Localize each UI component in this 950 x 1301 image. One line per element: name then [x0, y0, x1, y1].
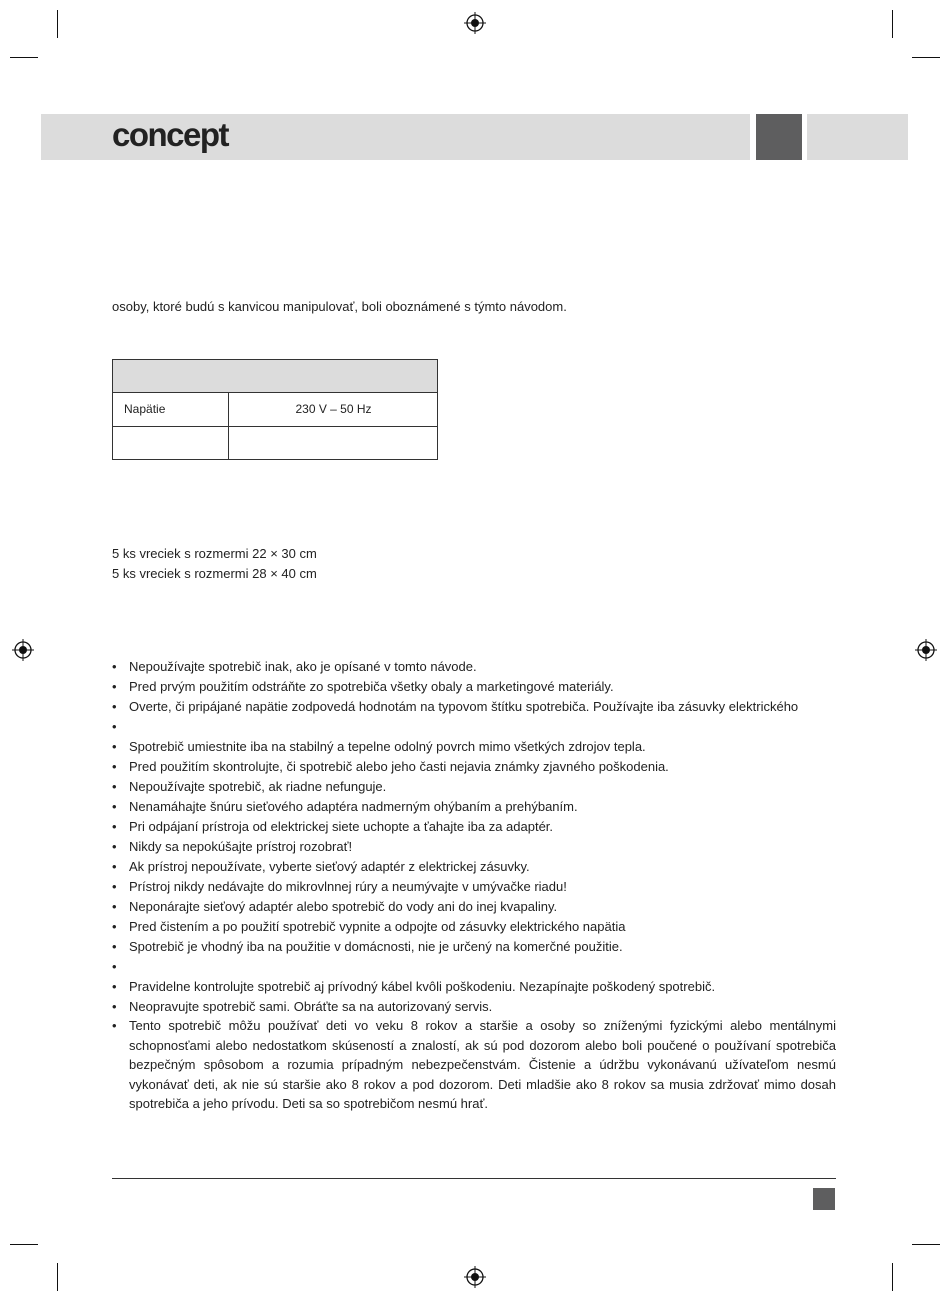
crop-mark	[892, 10, 893, 38]
crop-mark	[912, 57, 940, 58]
bullet-marker: •	[112, 959, 117, 974]
registration-mark-icon	[12, 639, 34, 661]
crop-mark	[10, 1244, 38, 1245]
bullet-marker: •	[112, 779, 117, 794]
header-dark-block	[756, 114, 802, 160]
list-item-text: Pri odpájaní prístroja od elektrickej siete uchopte a ťahajte iba za adaptér.	[129, 819, 554, 834]
package-item: 5 ks vreciek s rozmermi 22 × 30 cm	[112, 546, 317, 561]
bullet-marker: •	[112, 839, 117, 854]
bullet-marker: •	[112, 939, 117, 954]
bullet-marker: •	[112, 979, 117, 994]
crop-mark	[892, 1263, 893, 1291]
list-item-text: Nenamáhajte šnúru sieťového adaptéra nadmerným ohýbaním a prehýbaním.	[129, 799, 578, 814]
bullet-marker: •	[112, 819, 117, 834]
list-item-text: Spotrebič je vhodný iba na použitie v domácnosti, nie je určený na komerčné použitie.	[129, 939, 623, 954]
spec-table-header	[113, 360, 437, 393]
registration-mark-icon	[915, 639, 937, 661]
bullet-marker: •	[112, 739, 117, 754]
list-item-text: Neopravujte spotrebič sami. Obráťte sa na autorizovaný servis.	[129, 999, 493, 1014]
bullet-marker: •	[112, 879, 117, 894]
intro-text: osoby, ktoré budú s kanvicou manipulovať, boli oboznámené s týmto návodom.	[112, 299, 567, 314]
header-band-right	[807, 114, 908, 160]
spec-label: Napätie	[124, 402, 166, 416]
list-item-text: Prístroj nikdy nedávajte do mikrovlnnej rúry a neumývajte v umývačke riadu!	[129, 879, 567, 894]
bullet-marker: •	[112, 999, 117, 1014]
bullet-marker: •	[112, 699, 117, 714]
crop-mark	[10, 57, 38, 58]
registration-mark-icon	[464, 1266, 486, 1288]
brand-logo: concept	[112, 116, 229, 153]
list-item-text: Pred čistením a po použití spotrebič vypnite a odpojte od zásuvky elektrického napätia	[129, 919, 626, 934]
list-item-text: Nepoužívajte spotrebič, ak riadne nefunguje.	[129, 779, 387, 794]
bullet-marker: •	[112, 659, 117, 674]
bullet-marker: •	[112, 859, 117, 874]
spec-table	[112, 359, 438, 460]
bullet-marker: •	[112, 899, 117, 914]
list-item-text: Pravidelne kontrolujte spotrebič aj prívodný kábel kvôli poškodeniu. Nezapínajte poškodený spotrebič.	[129, 979, 716, 994]
registration-mark-icon	[464, 12, 486, 34]
list-item-text: Spotrebič umiestnite iba na stabilný a tepelne odolný povrch mimo všetkých zdrojov tepla.	[129, 739, 646, 754]
list-item-text: Nepoužívajte spotrebič inak, ako je opísané v tomto návode.	[129, 659, 477, 674]
footer-rule	[112, 1178, 836, 1179]
crop-mark	[57, 1263, 58, 1291]
bullet-marker: •	[112, 759, 117, 774]
list-item-text: Pred použitím skontrolujte, či spotrebič alebo jeho časti nejavia známky zjavného poškodenia.	[129, 759, 669, 774]
spec-value: 230 V – 50 Hz	[295, 402, 372, 416]
crop-mark	[57, 10, 58, 38]
list-item-paragraph: Tento spotrebič môžu používať deti vo veku 8 rokov a staršie a osoby so zníženými fyzickými alebo mentálnymi schopnosťami alebo nedostatkom skúseností a znalostí, ak sú pod dozorom alebo boli poučené o používaní spotrebiča bezpečným spôsobom a rozumia prípadným nebezpečenstvám. Čistenie a údržbu vykonávanú užívateľom nesmú vykonávať deti, ak nie sú staršie ako 8 rokov a pod dozorom. Deti mladšie ako 8 rokov sa musia zdržovať mimo dosah spotrebiča a jeho prívodu. Deti sa so spotrebičom nesmú hrať.	[129, 1018, 836, 1111]
list-item-text: Pred prvým použitím odstráňte zo spotrebiča všetky obaly a marketingové materiály.	[129, 679, 614, 694]
page-marker-block	[813, 1188, 835, 1210]
bullet-marker: •	[112, 799, 117, 814]
bullet-marker: •	[112, 1018, 117, 1033]
list-item-text: Neponárajte sieťový adaptér alebo spotrebič do vody ani do inej kvapaliny.	[129, 899, 558, 914]
list-item-text: Nikdy sa nepokúšajte prístroj rozobrať!	[129, 839, 353, 854]
list-item-text: Ak prístroj nepoužívate, vyberte sieťový adaptér z elektrickej zásuvky.	[129, 859, 530, 874]
bullet-marker: •	[112, 679, 117, 694]
list-item-text: Overte, či pripájané napätie zodpovedá hodnotám na typovom štítku spotrebiča. Používajte iba zásuvky elektrického	[129, 699, 799, 714]
bullet-marker: •	[112, 919, 117, 934]
bullet-marker: •	[112, 719, 117, 734]
table-divider	[113, 426, 437, 427]
package-item: 5 ks vreciek s rozmermi 28 × 40 cm	[112, 566, 317, 581]
crop-mark	[912, 1244, 940, 1245]
